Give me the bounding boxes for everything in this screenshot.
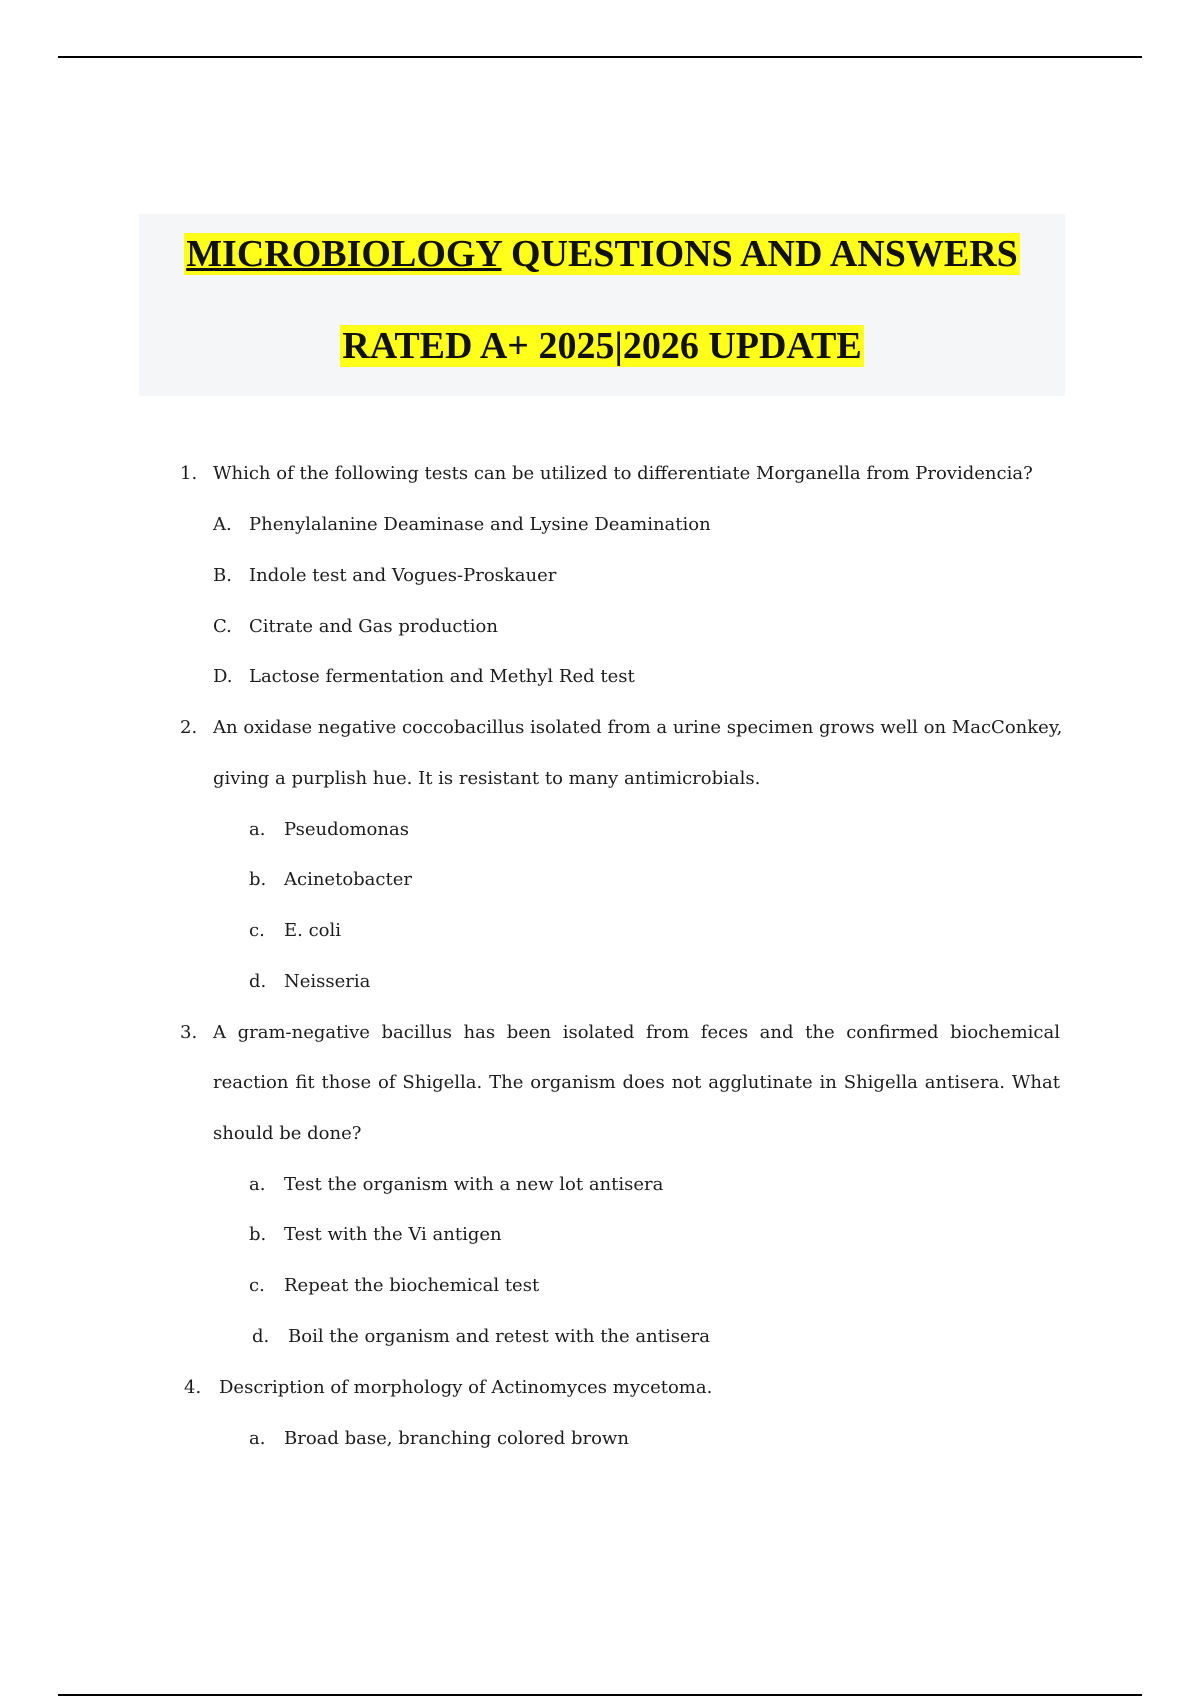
option-text: Citrate and Gas production: [249, 616, 498, 637]
option-letter: b.: [249, 1224, 267, 1245]
question-number: 1.: [180, 463, 198, 484]
option-letter: d.: [252, 1326, 270, 1347]
question-text-line-3: should be done?: [213, 1123, 362, 1144]
option-letter: b.: [249, 869, 267, 890]
option-letter: D.: [213, 666, 233, 687]
title-line-1-rest: QUESTIONS AND ANSWERS: [501, 233, 1018, 275]
page-title-line-1: [139, 232, 1065, 276]
option-letter: C.: [213, 616, 232, 637]
option-text: E. coli: [284, 920, 342, 941]
option-text: Neisseria: [284, 971, 371, 992]
top-rule: [58, 56, 1142, 58]
option-text: Repeat the biochemical test: [284, 1275, 540, 1296]
option-letter: a.: [249, 819, 266, 840]
option-text: Broad base, branching colored brown: [284, 1428, 629, 1449]
option-text: Indole test and Vogues-Proskauer: [249, 565, 557, 586]
option-letter: B.: [213, 565, 232, 586]
option-text: Acinetobacter: [284, 869, 412, 890]
question-number: 4.: [184, 1377, 202, 1398]
question-number: 3.: [180, 1022, 198, 1043]
option-text: Boil the organism and retest with the antisera: [288, 1326, 710, 1347]
question-text-line-1: A gram-negative bacillus has been isolated from feces and the confirmed biochemical: [213, 1022, 1060, 1043]
option-text: Test the organism with a new lot antisera: [284, 1174, 664, 1195]
option-letter: a.: [249, 1428, 266, 1449]
option-text: Pseudomonas: [284, 819, 409, 840]
option-letter: c.: [249, 920, 265, 941]
title-banner: [139, 214, 1065, 396]
option-text: Lactose fermentation and Methyl Red test: [249, 666, 635, 687]
option-text: Phenylalanine Deaminase and Lysine Deamination: [249, 514, 711, 535]
option-letter: a.: [249, 1174, 266, 1195]
option-letter: d.: [249, 971, 267, 992]
question-number: 2.: [180, 717, 198, 738]
question-text: Which of the following tests can be utilized to differentiate Morganella from Providencia?: [213, 463, 1033, 484]
question-text: Description of morphology of Actinomyces mycetoma.: [219, 1377, 713, 1398]
page-title-line-2: [139, 324, 1065, 368]
option-letter: c.: [249, 1275, 265, 1296]
title-line-2-text: RATED A+ 2025|2026 UPDATE: [342, 325, 862, 367]
option-text: Test with the Vi antigen: [284, 1224, 502, 1245]
question-text-line-2: reaction fit those of Shigella. The organism does not agglutinate in Shigella antisera. What: [213, 1072, 1060, 1093]
question-text-line-1: An oxidase negative coccobacillus isolated from a urine specimen grows well on MacConkey,: [213, 717, 1063, 738]
option-letter: A.: [213, 514, 232, 535]
bottom-rule: [58, 1694, 1142, 1696]
question-text-line-2: giving a purplish hue. It is resistant to many antimicrobials.: [213, 768, 761, 789]
title-word-microbiology: MICROBIOLOGY: [186, 233, 502, 275]
